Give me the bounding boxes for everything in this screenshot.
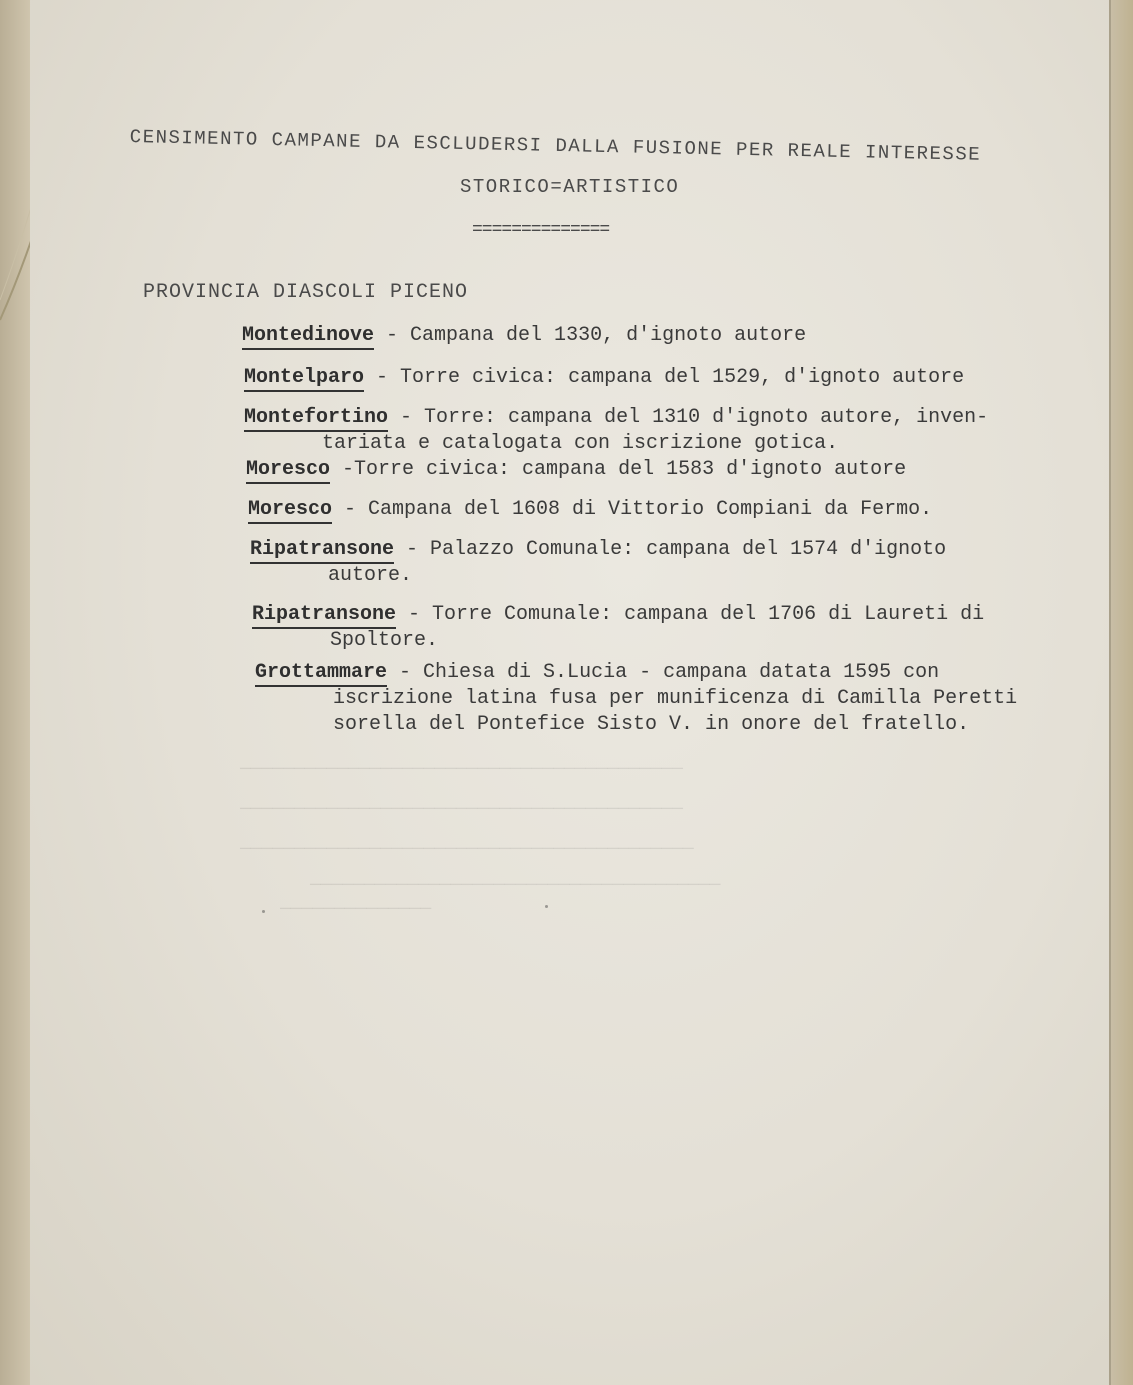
entry-text: - Campana del 1608 di Vittorio Compiani da Fermo. (332, 498, 933, 521)
bell-entry (246, 457, 906, 483)
bell-entry (242, 323, 806, 349)
place-name: Ripatransone (250, 538, 394, 564)
page-right-edge (1109, 0, 1133, 1385)
show-through-text: ────────────────────────────────────────── (240, 840, 694, 860)
bell-entry (252, 602, 984, 654)
entry-text: - Torre civica: campana del 1529, d'ignoto autore (364, 366, 965, 389)
bell-entry (244, 405, 988, 457)
entry-text: - Campana del 1330, d'ignoto autore (374, 324, 807, 347)
place-name: Moresco (248, 498, 332, 524)
document-subtitle: STORICO=ARTISTICO (460, 176, 680, 198)
entry-continuation: iscrizione latina fusa per munificenza di Camilla Peretti (333, 687, 1018, 710)
bell-entry (250, 537, 946, 589)
entry-continuation: Spoltore. (330, 629, 439, 652)
entry-text: - Torre: campana del 1310 d'ignoto autore, inven- (388, 406, 989, 429)
paper-speck (545, 905, 548, 908)
bell-entry (255, 660, 1017, 738)
place-name: Montefortino (244, 406, 388, 432)
place-name: Ripatransone (252, 603, 396, 629)
entry-text: - Chiesa di S.Lucia - campana datata 1595 con (387, 661, 940, 684)
province-heading: PROVINCIA DIASCOLI PICENO (143, 281, 469, 304)
bell-entry (244, 365, 964, 391)
entry-continuation: tariata e catalogata con iscrizione gotica. (322, 432, 839, 455)
entry-continuation: autore. (328, 564, 413, 587)
title-underline: ============== (472, 220, 610, 240)
show-through-text: ───────────────────────────────────────── (240, 760, 683, 780)
entry-text: - Palazzo Comunale: campana del 1574 d'ignoto (394, 538, 947, 561)
entry-continuation: sorella del Pontefice Sisto V. in onore del fratello. (333, 713, 970, 736)
place-name: Montelparo (244, 366, 364, 392)
document-title: CENSIMENTO CAMPANE DA ESCLUDERSI DALLA FUSIONE PER REALE INTERESSE (129, 126, 982, 166)
place-name: Grottammare (255, 661, 387, 687)
entry-text: -Torre civica: campana del 1583 d'ignoto autore (330, 458, 907, 481)
document-page (30, 0, 1115, 1385)
place-name: Montedinove (242, 324, 374, 350)
show-through-text: ────────────────────────────────────── (310, 876, 721, 896)
bell-entry (248, 497, 932, 523)
show-through-text: ────────────── (280, 900, 432, 920)
place-name: Moresco (246, 458, 330, 484)
paper-speck (262, 910, 265, 913)
entry-text: - Torre Comunale: campana del 1706 di Laureti di (396, 603, 985, 626)
show-through-text: ───────────────────────────────────────── (240, 800, 683, 820)
